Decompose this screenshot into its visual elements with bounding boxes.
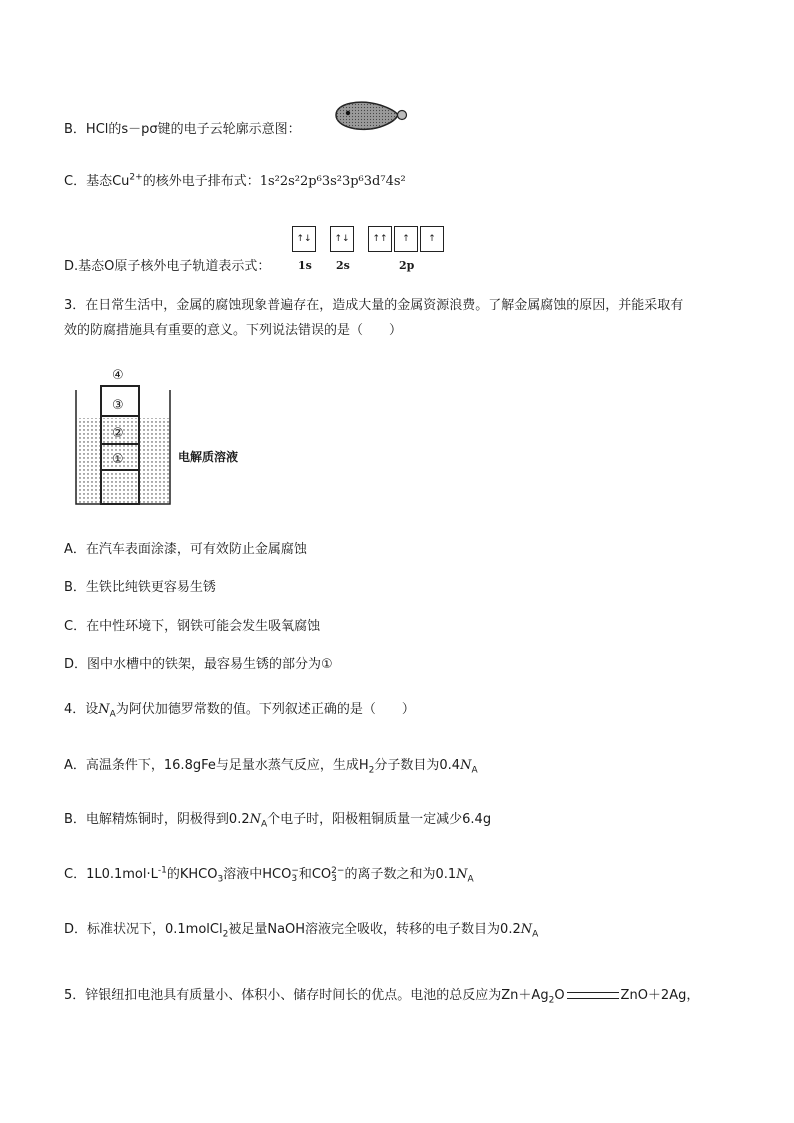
electron-cloud-diagram xyxy=(330,97,410,135)
corrosion-tank-figure xyxy=(74,368,174,508)
q2-option-c: C．基态$Cu^{2+}$的核外电子排布式：1s²2s²2p⁶3s²3p⁶3d⁷4s² xyxy=(64,172,406,189)
orbital-box-2p-1: ↑↑ xyxy=(368,226,392,252)
reaction-equals-sign xyxy=(567,992,619,999)
q2-option-b: B．HCl的s－pσ键的电子云轮廓示意图： xyxy=(64,122,301,137)
electrolyte-label: 电解质溶液 xyxy=(178,450,239,464)
tank-label-2: ② xyxy=(112,426,124,441)
tank-label-4: ④ xyxy=(112,368,124,383)
orbital-box-2p-2: ↑ xyxy=(394,226,418,252)
q4-option-c: C．$1L0.1mol\cdot L^{-1}$的$KHCO_3$溶液中HCO − 3 和CO 2− 3 的离子数之和为$0.1N_A$ xyxy=(64,865,474,885)
orbital-box-2s: ↑↓ xyxy=(330,226,354,252)
q3-option-d: D．图中水槽中的铁架，最容易生锈的部分为① xyxy=(64,657,333,672)
orbital-label-2p: 2p xyxy=(399,259,415,272)
tank-label-1: ① xyxy=(112,452,124,467)
q5-stem: 5．锌银纽扣电池具有质量小、体积小、储存时间长的优点。电池的总反应为$Zn+Ag_2O$ ZnO＋2Ag， xyxy=(64,988,700,1006)
orbital-box-1s: ↑↓ xyxy=(292,226,316,252)
q4-option-a: A．高温条件下，16.8gFe与足量水蒸气反应，生成$H_2$分子数目为$0.4N_A$ xyxy=(64,758,478,776)
q2-option-d: D.基态O原子核外电子轨道表示式： xyxy=(64,259,271,274)
orbital-diagram xyxy=(286,226,456,276)
q4-option-d: D．标准状况下，0.1molCl$_2$被足量NaOH溶液完全吸收，转移的电子数目为$0.2N_A$ xyxy=(64,922,539,940)
q3-stem-line1: 3．在日常生活中，金属的腐蚀现象普遍存在，造成大量的金属资源浪费。了解金属腐蚀的原因，并能采取有 xyxy=(64,298,684,313)
orbital-label-2s: 2s xyxy=(336,259,350,272)
q3-option-a: A．在汽车表面涂漆，可有效防止金属腐蚀 xyxy=(64,542,307,557)
orbital-label-1s: 1s xyxy=(298,259,312,272)
tank-label-3: ③ xyxy=(112,398,124,413)
q4-stem: 4．设$N_A$为阿伏加德罗常数的值。下列叙述正确的是（ ） xyxy=(64,702,415,720)
q3-option-b: B．生铁比纯铁更容易生锈 xyxy=(64,580,216,595)
q3-option-c: C．在中性环境下，钢铁可能会发生吸氧腐蚀 xyxy=(64,619,321,634)
orbital-box-2p-3: ↑ xyxy=(420,226,444,252)
q3-stem-line2: 效的防腐措施具有重要的意义。下列说法错误的是（ ） xyxy=(64,323,403,338)
q4-option-b: B．电解精炼铜时，阴极得到$0.2N_A$个电子时，阳极粗铜质量一定减少6.4g xyxy=(64,812,492,830)
